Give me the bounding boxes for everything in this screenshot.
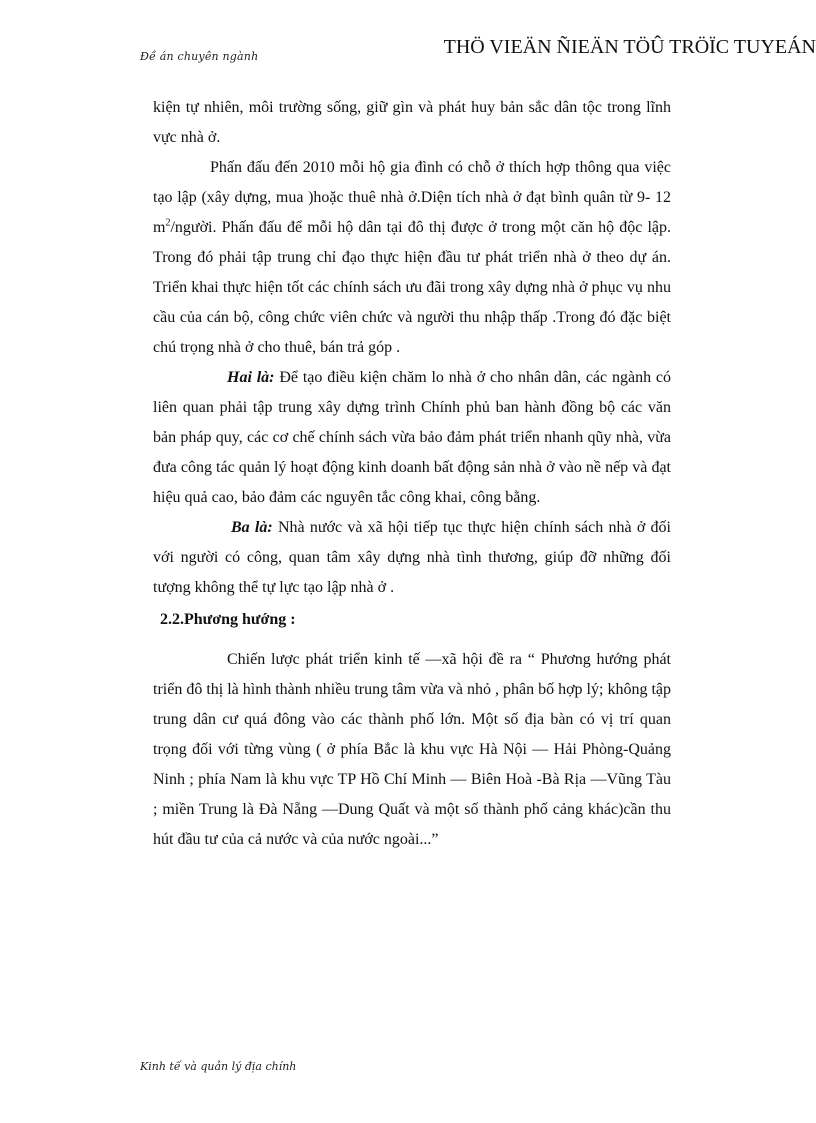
document-body	[153, 93, 671, 855]
paragraph-2010-goal	[153, 153, 671, 363]
paragraph-lead: Ba là:	[231, 519, 273, 536]
paragraph-text: Phấn đấu đến 2010 mỗi hộ gia đình có chỗ ở thích hợp thông qua việc tạo lập (xây dựng, mua )hoặc thuê nhà ở.Diện tích nhà ở đạt bình quân từ 9- 12 m	[153, 159, 671, 236]
paragraph-hai-la	[153, 363, 671, 513]
superscript: 2	[165, 217, 171, 229]
paragraph-text: kiện tự nhiên, môi trường sống, giữ gìn và phát huy bản sắc dân tộc trong lĩnh vực nhà ở.	[153, 99, 671, 146]
paragraph-text: Nhà nước và xã hội tiếp tục thực hiện chính sách nhà ở đối với người có công, quan tâm xây dựng nhà tình thương, giúp đỡ những đối tượng không thể tự lực tạo lập nhà ở .	[153, 519, 672, 596]
paragraph-text: Để tạo điều kiện chăm lo nhà ở cho nhân dân, các ngành có liên quan phải tập trung xây dựng trình Chính phủ ban hành đồng bộ các văn bản pháp quy, các cơ chế chính sách vừa bảo đảm phát triển nhanh qũy nhà, vừa đưa công tác quản lý hoạt động kinh doanh bất động sản nhà ở vào nề nếp và đạt hiệu quả cao, bảo đảm các nguyên tắc công khai, công bằng.	[153, 369, 672, 506]
header-course-label: Đề án chuyên ngành	[140, 50, 259, 63]
section-heading: 2.2.Phương hướng :	[160, 611, 296, 628]
paragraph-continuation	[153, 93, 671, 153]
paragraph-text: Chiến lược phát triển kinh tế —xã hội đề ra “ Phương hướng phát triển đô thị là hình thành nhiều trung tâm vừa và nhỏ , phân bố hợp lý; không tập trung dân cư quá đông vào các thành phố lớn. Một số địa bàn có vị trí quan trọng đối với từng vùng ( ở phía Bắc là khu vực Hà Nội — Hải Phòng-Quảng Ninh ; phía Nam là khu vực TP Hồ Chí Minh — Biên Hoà -Bà Rịa —Vũng Tàu ; miền Trung là Đà Nẵng —Dung Quất và một số thành phố cảng khác)cần thu hút đầu tư của cả nước và của nước ngoài...”	[153, 651, 671, 848]
header-library-title: THÖ VIEÄN ÑIEÄN TÖÛ TRÖÏC TUYEÁN	[443, 36, 816, 58]
paragraph-strategy	[153, 645, 671, 855]
paragraph-text: /người. Phấn đấu để mỗi hộ dân tại đô thị được ở trong một căn hộ độc lập. Trong đó phải tập trung chỉ đạo thực hiện đầu tư phát triển nhà ở theo dự án. Triển khai thực hiện tốt các chính sách ưu đãi trong xây dựng nhà ở phục vụ nhu cầu của cán bộ, công chức viên chức và người thu nhập thấp .Trong đó đặc biệt chú trọng nhà ở cho thuê, bán trả góp .	[153, 219, 671, 356]
paragraph-lead: Hai là:	[227, 369, 275, 386]
footer-subject-label: Kinh tế và quản lý địa chính	[140, 1060, 297, 1073]
paragraph-ba-la	[153, 513, 671, 603]
